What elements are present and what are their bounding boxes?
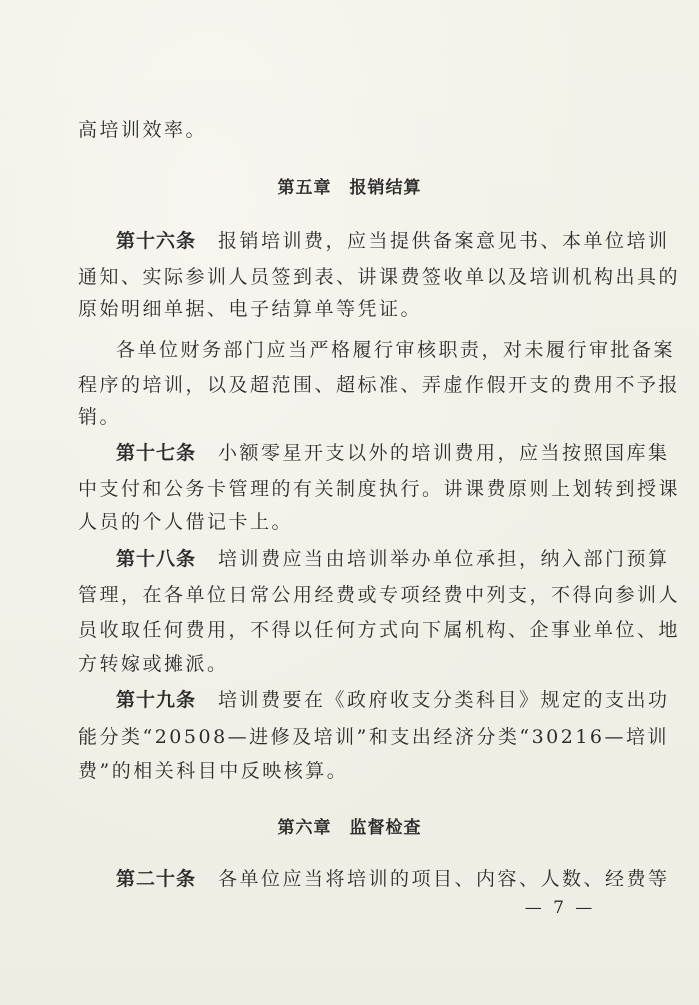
article-16-line-2: 通知、实际参训人员签到表、讲课费签收单以及培训机构出具的: [78, 266, 681, 288]
article-16-label: 第十六条: [116, 230, 197, 252]
article-17-line-3: 人员的个人借记卡上。: [78, 511, 294, 533]
article-19-line-3: 费”的相关科目中反映核算。: [78, 760, 349, 782]
article-20-line-1: [116, 867, 670, 891]
article-18-line-1: [116, 547, 670, 571]
article-18-line-2: 管理，在各单位日常公用经费或专项经费中列支，不得向参训人: [78, 584, 681, 606]
article-17-line-1: [116, 441, 670, 465]
article-20-text: 各单位应当将培训的项目、内容、人数、经费等: [218, 868, 670, 890]
article-16-line-1: [116, 229, 670, 253]
article-19-text: 培训费要在《政府收支分类科目》规定的支出功: [218, 689, 670, 711]
article-16-text: 报销培训费，应当提供备案意见书、本单位培训: [218, 230, 670, 252]
article-19-line-2: 能分类“20508—进修及培训”和支出经济分类“30216—培训: [78, 726, 670, 748]
page-number: — 7 —: [524, 898, 596, 918]
article-17-text: 小额零星开支以外的培训费用，应当按照国库集: [218, 442, 670, 464]
article-16-line-3: 原始明细单据、电子结算单等凭证。: [78, 298, 423, 320]
article-20-label: 第二十条: [116, 868, 197, 890]
article-18-line-3: 员收取任何费用，不得以任何方式向下属机构、企事业单位、地: [78, 619, 681, 641]
article-16-para-2-line-2: 程序的培训，以及超范围、超标准、弄虚作假开支的费用不予报: [78, 374, 681, 396]
continued-text: 高培训效率。: [78, 119, 208, 141]
article-16-para-2-line-3: 销。: [78, 406, 122, 428]
article-16-para-2-line-1: 各单位财务部门应当严格履行审核职责，对未履行审批备案: [116, 339, 676, 361]
article-18-line-4: 方转嫁或摊派。: [78, 653, 229, 675]
article-18-label: 第十八条: [116, 548, 197, 570]
chapter-6-heading: 第六章 监督检查: [277, 818, 422, 838]
article-18-text: 培训费应当由培训举办单位承担，纳入部门预算: [218, 548, 670, 570]
article-19-line-1: [116, 688, 670, 712]
chapter-5-heading: 第五章 报销结算: [277, 178, 422, 198]
article-17-label: 第十七条: [116, 442, 197, 464]
article-19-label: 第十九条: [116, 689, 197, 711]
article-17-line-2: 中支付和公务卡管理的有关制度执行。讲课费原则上划转到授课: [78, 478, 681, 500]
